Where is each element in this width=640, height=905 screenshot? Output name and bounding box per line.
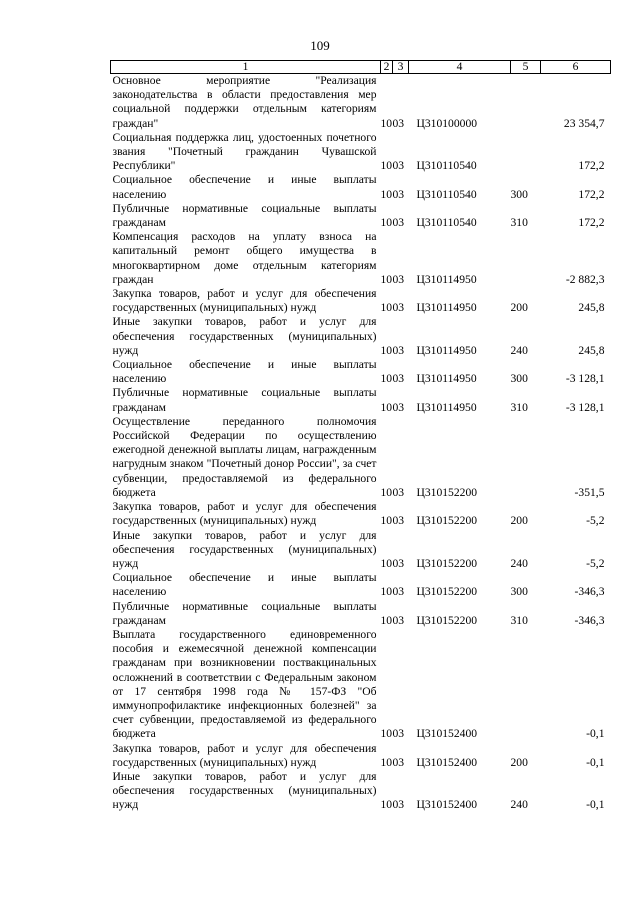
- header-cell-2: 2: [381, 61, 393, 74]
- target-article-code: Ц310152400: [416, 727, 478, 741]
- expense-type-code: [511, 230, 541, 287]
- amount: -5,2: [586, 556, 605, 570]
- section-code: 10: [380, 727, 393, 741]
- subsection-code: 03: [392, 585, 405, 599]
- amount: 172,2: [578, 187, 605, 201]
- item-name: Социальное обеспечение и иные выплаты населению: [112, 173, 377, 201]
- subsection-code: 03: [392, 514, 405, 528]
- subsection-code: 03: [392, 755, 405, 769]
- table-row: [111, 628, 611, 742]
- header-cell-1: 1: [111, 61, 381, 74]
- item-name: Осуществление переданного полномочия Российской Федерации по осуществлению ежегодной денежной выплаты лицам, награжденным нагрудным знаком "Почетный донор России", за счет субвенции, предоставляемой из федерального бюджета: [112, 414, 377, 499]
- expense-type-code: 310: [510, 400, 528, 414]
- item-name: Выплата государственного единовременного пособия и ежемесячной денежной компенсации гражданам при возникновении поствакцинальных осложнений в соответствии с Федеральным законом от 17 сентября 1998 года № 157-ФЗ "Об иммунопрофилактике инфекционных болезней" за счет субвенции, предоставляемой из федерального бюджета: [112, 627, 377, 741]
- section-code: 10: [380, 187, 393, 201]
- amount: 245,8: [578, 343, 605, 357]
- item-name: Публичные нормативные социальные выплаты гражданам: [112, 201, 377, 230]
- table-row: [111, 173, 611, 201]
- amount: -0,1: [586, 798, 605, 812]
- target-article-code: Ц310110540: [416, 187, 477, 201]
- expense-type-code: [511, 131, 541, 174]
- target-article-code: Ц310114950: [416, 272, 477, 286]
- table-row: [111, 358, 611, 386]
- section-code: 10: [380, 798, 393, 812]
- target-article-code: Ц310114950: [416, 372, 477, 386]
- table-row: [111, 600, 611, 628]
- expense-type-code: 300: [510, 187, 528, 201]
- item-name: Социальная поддержка лиц, удостоенных почетного звания "Почетный гражданин Чувашской Республики": [112, 130, 377, 173]
- table-row: [111, 74, 611, 131]
- section-code: 10: [380, 159, 393, 173]
- subsection-code: 03: [392, 272, 405, 286]
- section-code: 10: [380, 301, 393, 315]
- table-row: [111, 571, 611, 599]
- item-name: Иные закупки товаров, работ и услуг для обеспечения государственных (муниципальных) нужд: [112, 315, 377, 357]
- target-article-code: Ц310152200: [416, 585, 478, 599]
- section-code: 10: [380, 343, 393, 357]
- target-article-code: Ц310152400: [416, 798, 478, 812]
- amount: -0,1: [586, 755, 605, 769]
- item-name: Иные закупки товаров, работ и услуг для обеспечения государственных (муниципальных) нужд: [112, 528, 377, 570]
- item-name: Основное мероприятие "Реализация законодательства в области предоставления мер социальной поддержки отдельным категориям граждан": [112, 74, 377, 130]
- table-row: [111, 770, 611, 813]
- section-code: 10: [380, 556, 393, 570]
- target-article-code: Ц310110540: [416, 159, 477, 173]
- item-name: Социальное обеспечение и иные выплаты населению: [112, 358, 377, 386]
- expense-type-code: 240: [510, 556, 528, 570]
- subsection-code: 03: [392, 400, 405, 414]
- table-row: [111, 742, 611, 770]
- expense-type-code: 240: [510, 798, 528, 812]
- amount: -0,1: [586, 727, 605, 741]
- target-article-code: Ц310152200: [416, 514, 478, 528]
- amount: -3 128,1: [565, 372, 605, 386]
- header-cell-6: 6: [541, 61, 611, 74]
- header-cell-5: 5: [511, 61, 541, 74]
- subsection-code: 03: [392, 485, 405, 499]
- amount: 245,8: [578, 301, 605, 315]
- amount: -2 882,3: [565, 272, 605, 286]
- expense-type-code: 300: [510, 585, 528, 599]
- amount: -351,5: [574, 485, 605, 499]
- subsection-code: 03: [392, 116, 405, 130]
- expense-type-code: [511, 415, 541, 500]
- subsection-code: 03: [392, 343, 405, 357]
- expense-type-code: 200: [510, 301, 528, 315]
- expense-type-code: 240: [510, 343, 528, 357]
- table-row: [111, 529, 611, 572]
- table-body: [111, 74, 611, 813]
- item-name: Компенсация расходов на уплату взноса на капитальный ремонт общего имущества в многоквартирном доме отдельным категориям граждан: [112, 230, 377, 286]
- header-cell-3: 3: [393, 61, 409, 74]
- item-name: Социальное обеспечение и иные выплаты населению: [112, 571, 377, 599]
- target-article-code: Ц310114950: [416, 343, 477, 357]
- section-code: 10: [380, 755, 393, 769]
- expense-type-code: 200: [510, 514, 528, 528]
- table-row: [111, 386, 611, 414]
- amount: 172,2: [578, 216, 605, 230]
- subsection-code: 03: [392, 301, 405, 315]
- expense-type-code: 310: [510, 216, 528, 230]
- expense-type-code: 200: [510, 755, 528, 769]
- amount: 23 354,7: [563, 116, 605, 130]
- amount: -3 128,1: [565, 400, 605, 414]
- section-code: 10: [380, 272, 393, 286]
- expense-type-code: 300: [510, 372, 528, 386]
- table-header: [111, 61, 611, 74]
- target-article-code: Ц310114950: [416, 301, 477, 315]
- item-name: Публичные нормативные социальные выплаты гражданам: [112, 599, 377, 627]
- section-code: 10: [380, 116, 393, 130]
- target-article-code: Ц310152200: [416, 613, 478, 627]
- section-code: 10: [380, 216, 393, 230]
- table-row: [111, 287, 611, 315]
- expense-type-code: [511, 74, 541, 131]
- section-code: 10: [380, 400, 393, 414]
- table-row: [111, 230, 611, 287]
- section-code: 10: [380, 514, 393, 528]
- target-article-code: Ц310100000: [416, 116, 478, 130]
- table-row: [111, 500, 611, 528]
- item-name: Закупка товаров, работ и услуг для обеспечения государственных (муниципальных) нужд: [112, 500, 377, 528]
- target-article-code: Ц310152400: [416, 755, 478, 769]
- budget-table: [110, 60, 611, 813]
- subsection-code: 03: [392, 216, 405, 230]
- subsection-code: 03: [392, 159, 405, 173]
- amount: -5,2: [586, 514, 605, 528]
- target-article-code: Ц310152200: [416, 556, 478, 570]
- target-article-code: Ц310110540: [416, 216, 477, 230]
- header-cell-4: 4: [409, 61, 511, 74]
- subsection-code: 03: [392, 613, 405, 627]
- subsection-code: 03: [392, 798, 405, 812]
- page-number: 109: [310, 38, 330, 53]
- table-row: [111, 202, 611, 230]
- table-row: [111, 131, 611, 174]
- header-row: [111, 61, 611, 74]
- amount: -346,3: [574, 585, 605, 599]
- section-code: 10: [380, 585, 393, 599]
- item-name: Закупка товаров, работ и услуг для обеспечения государственных (муниципальных) нужд: [112, 741, 377, 769]
- section-code: 10: [380, 613, 393, 627]
- expense-type-code: [511, 628, 541, 742]
- amount: 172,2: [578, 159, 605, 173]
- subsection-code: 03: [392, 727, 405, 741]
- subsection-code: 03: [392, 187, 405, 201]
- subsection-code: 03: [392, 556, 405, 570]
- table-row: [111, 415, 611, 500]
- item-name: Иные закупки товаров, работ и услуг для обеспечения государственных (муниципальных) нужд: [112, 769, 377, 812]
- table-row: [111, 315, 611, 358]
- item-name: Публичные нормативные социальные выплаты гражданам: [112, 386, 377, 414]
- amount: -346,3: [574, 613, 605, 627]
- subsection-code: 03: [392, 372, 405, 386]
- expense-type-code: 310: [510, 613, 528, 627]
- item-name: Закупка товаров, работ и услуг для обеспечения государственных (муниципальных) нужд: [112, 287, 377, 315]
- section-code: 10: [380, 485, 393, 499]
- target-article-code: Ц310152200: [416, 485, 478, 499]
- section-code: 10: [380, 372, 393, 386]
- target-article-code: Ц310114950: [416, 400, 477, 414]
